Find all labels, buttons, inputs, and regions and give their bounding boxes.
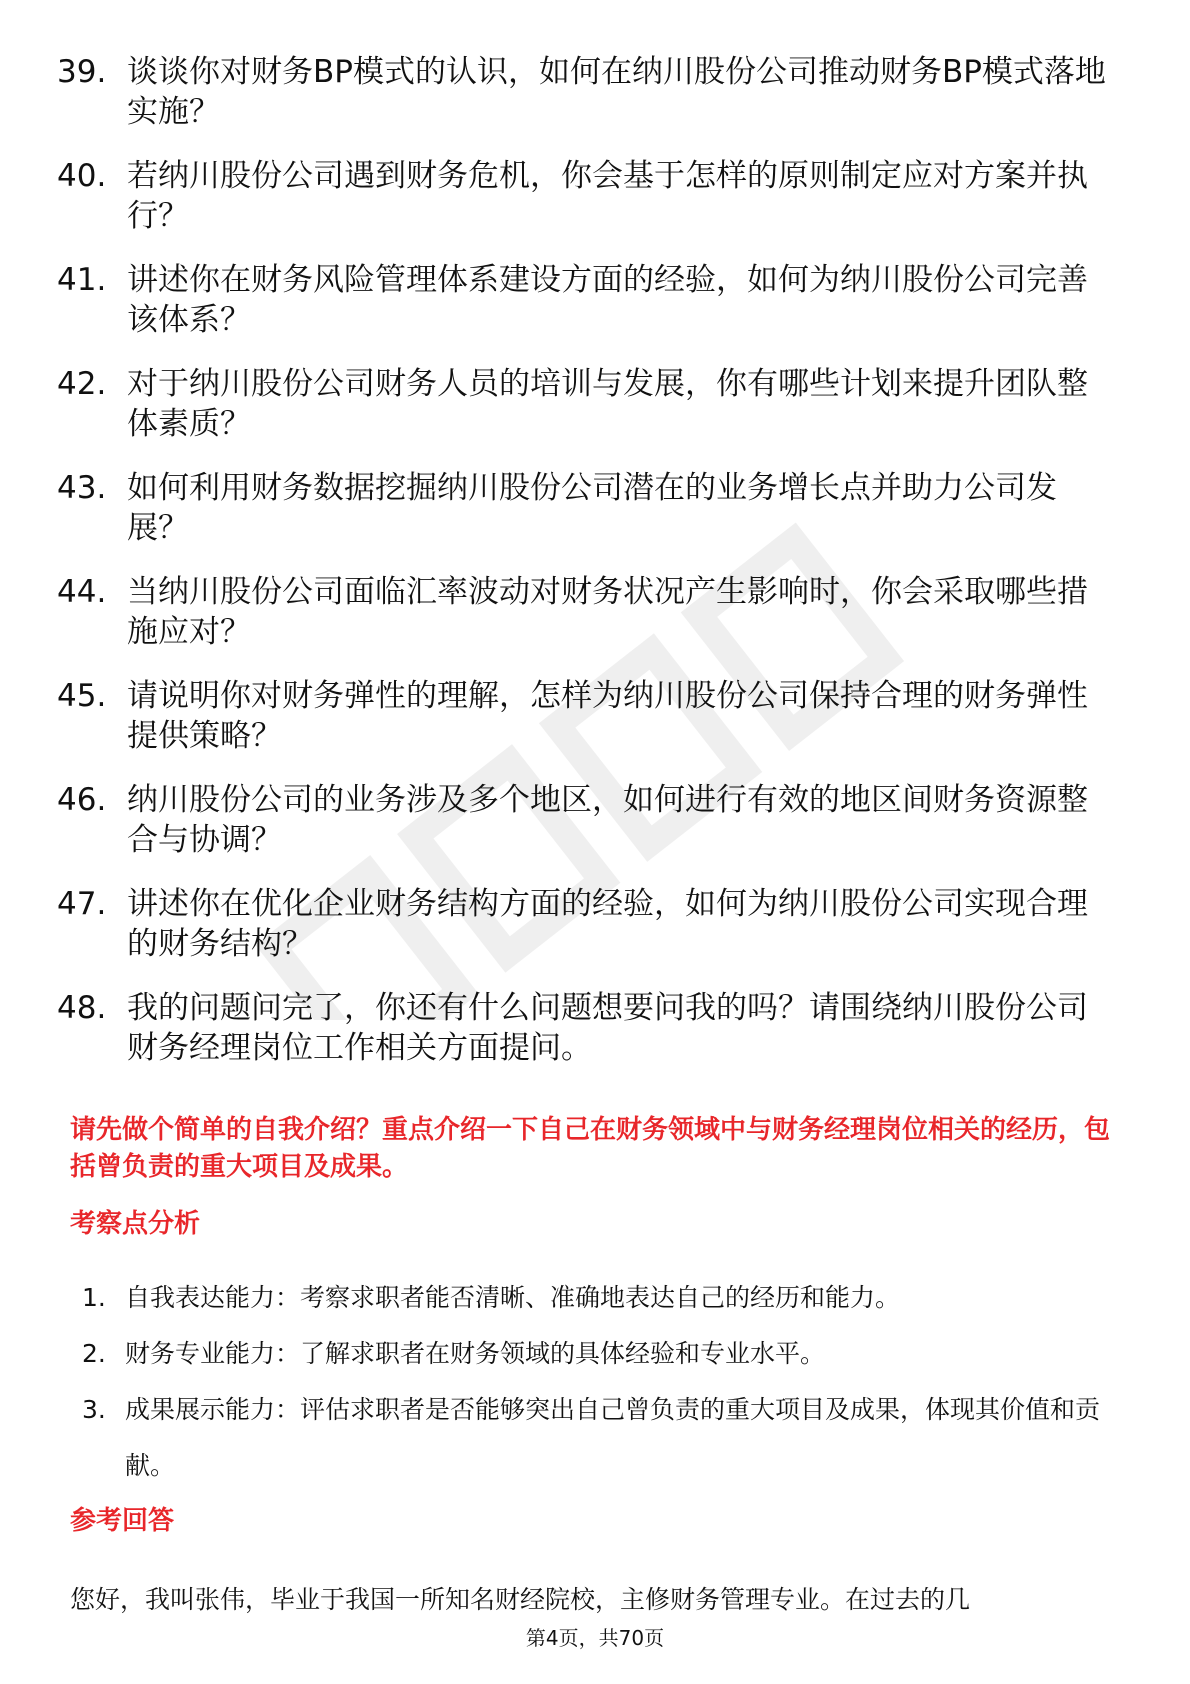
question-number: 48. xyxy=(57,990,107,1026)
question-item xyxy=(57,572,1117,652)
question-item xyxy=(57,52,1117,132)
question-number: 43. xyxy=(57,470,107,506)
analysis-text: 成果展示能力：评估求职者是否能够突出自己曾负责的重大项目及成果，体现其价值和贡献。 xyxy=(125,1395,1101,1480)
question-number: 40. xyxy=(57,158,107,194)
reference-answer-text: 您好，我叫张伟，毕业于我国一所知名财经院校，主修财务管理专业。在过去的几 xyxy=(70,1585,971,1614)
analysis-item xyxy=(82,1270,1122,1326)
question-number: 44. xyxy=(57,574,107,610)
question-text: 讲述你在优化企业财务结构方面的经验，如何为纳川股份公司实现合理的财务结构？ xyxy=(127,886,1088,962)
featured-question: 请先做个简单的自我介绍？重点介绍一下自己在财务领域中与财务经理岗位相关的经历，包括曾负责的重大项目及成果。 xyxy=(70,1115,1111,1182)
analysis-item xyxy=(82,1326,1122,1382)
question-text: 谈谈你对财务BP模式的认识，如何在纳川股份公司推动财务BP模式落地实施？ xyxy=(127,54,1106,130)
analysis-number: 2. xyxy=(82,1339,106,1368)
analysis-item xyxy=(82,1382,1122,1494)
analysis-list xyxy=(82,1270,1122,1494)
question-item xyxy=(57,156,1117,236)
question-list xyxy=(57,52,1117,1092)
question-item xyxy=(57,260,1117,340)
question-number: 41. xyxy=(57,262,107,298)
question-number: 47. xyxy=(57,886,107,922)
question-text: 当纳川股份公司面临汇率波动对财务状况产生影响时，你会采取哪些措施应对？ xyxy=(127,574,1088,650)
question-text: 对于纳川股份公司财务人员的培训与发展，你有哪些计划来提升团队整体素质？ xyxy=(127,366,1088,442)
reference-heading: 参考回答 xyxy=(70,1506,175,1536)
analysis-number: 3. xyxy=(82,1395,106,1424)
analysis-number: 1. xyxy=(82,1283,106,1312)
question-number: 39. xyxy=(57,54,107,90)
question-number: 42. xyxy=(57,366,107,402)
question-item xyxy=(57,468,1117,548)
question-item xyxy=(57,676,1117,756)
question-item xyxy=(57,988,1117,1068)
question-text: 若纳川股份公司遇到财务危机，你会基于怎样的原则制定应对方案并执行？ xyxy=(127,158,1088,234)
question-text: 请说明你对财务弹性的理解，怎样为纳川股份公司保持合理的财务弹性提供策略？ xyxy=(127,678,1088,754)
question-number: 46. xyxy=(57,782,107,818)
question-number: 45. xyxy=(57,678,107,714)
analysis-text: 财务专业能力：了解求职者在财务领域的具体经验和专业水平。 xyxy=(125,1339,826,1368)
question-text: 如何利用财务数据挖掘纳川股份公司潜在的业务增长点并助力公司发展？ xyxy=(127,470,1057,546)
question-text: 我的问题问完了，你还有什么问题想要问我的吗？请围绕纳川股份公司财务经理岗位工作相关方面提问。 xyxy=(127,990,1088,1066)
analysis-text: 自我表达能力：考察求职者能否清晰、准确地表达自己的经历和能力。 xyxy=(125,1283,901,1312)
question-text: 讲述你在财务风险管理体系建设方面的经验，如何为纳川股份公司完善该体系？ xyxy=(127,262,1088,338)
question-item xyxy=(57,884,1117,964)
question-item xyxy=(57,364,1117,444)
question-item xyxy=(57,780,1117,860)
page-number: 第4页，共70页 xyxy=(525,1626,665,1650)
question-text: 纳川股份公司的业务涉及多个地区，如何进行有效的地区间财务资源整合与协调？ xyxy=(127,782,1088,858)
analysis-heading: 考察点分析 xyxy=(70,1209,201,1239)
